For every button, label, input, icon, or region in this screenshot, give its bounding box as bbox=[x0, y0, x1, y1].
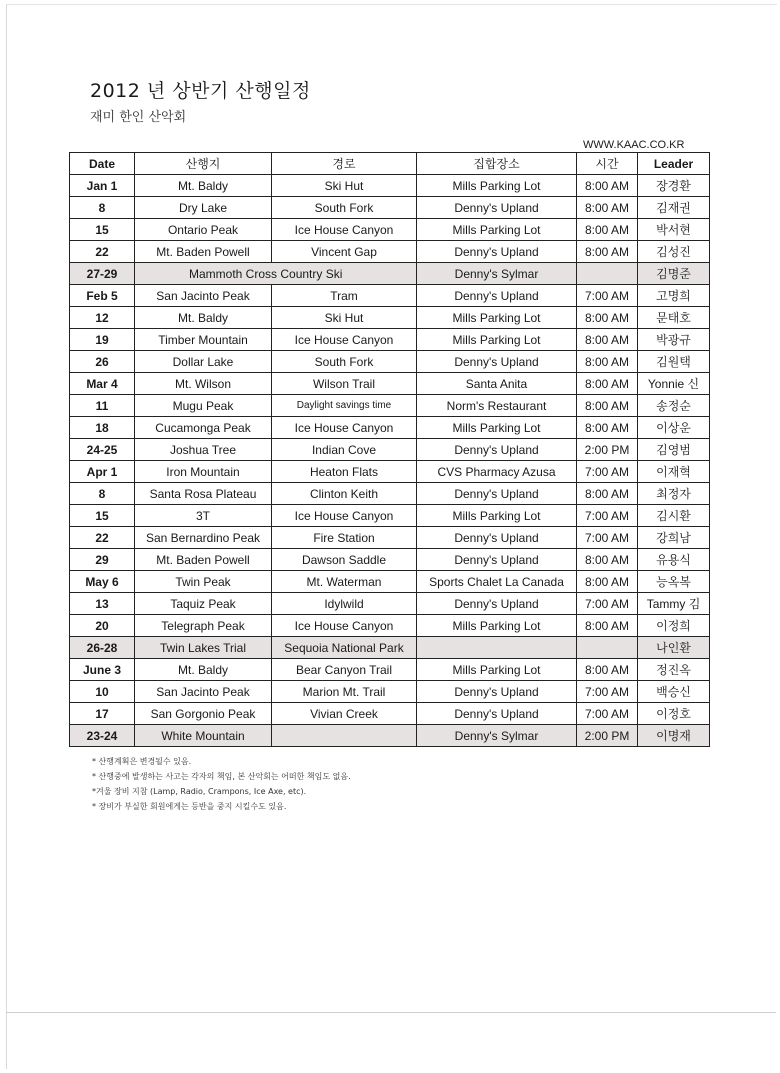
table-row bbox=[70, 637, 710, 659]
destination-cell: San Jacinto Peak bbox=[135, 681, 272, 703]
table-row bbox=[70, 351, 710, 373]
table-row bbox=[70, 373, 710, 395]
date-cell: 8 bbox=[70, 483, 135, 505]
route-cell: Ski Hut bbox=[272, 307, 417, 329]
destination-cell: White Mountain bbox=[135, 725, 272, 747]
table-row bbox=[70, 329, 710, 351]
route-cell: Ice House Canyon bbox=[272, 615, 417, 637]
route-cell: Ice House Canyon bbox=[272, 505, 417, 527]
route-cell: Marion Mt. Trail bbox=[272, 681, 417, 703]
date-cell: 8 bbox=[70, 197, 135, 219]
leader-cell: 이정호 bbox=[638, 703, 710, 725]
destination-cell: Joshua Tree bbox=[135, 439, 272, 461]
table-row bbox=[70, 175, 710, 197]
route-cell: Ice House Canyon bbox=[272, 329, 417, 351]
table-row bbox=[70, 505, 710, 527]
table-row bbox=[70, 571, 710, 593]
time-cell: 7:00 AM bbox=[577, 593, 638, 615]
table-row bbox=[70, 703, 710, 725]
destination-cell: Mt. Wilson bbox=[135, 373, 272, 395]
time-cell: 8:00 AM bbox=[577, 307, 638, 329]
route-cell: Wilson Trail bbox=[272, 373, 417, 395]
meeting-place-cell: Norm's Restaurant bbox=[417, 395, 577, 417]
time-cell: 8:00 AM bbox=[577, 241, 638, 263]
note: * 산행중에 발생하는 사고는 각자의 책임, 본 산악회는 어떠한 책임도 없음. bbox=[92, 772, 351, 781]
date-cell: 26 bbox=[70, 351, 135, 373]
table-row bbox=[70, 417, 710, 439]
route-cell: Sequoia National Park bbox=[272, 637, 417, 659]
date-cell: 17 bbox=[70, 703, 135, 725]
route-cell: Dawson Saddle bbox=[272, 549, 417, 571]
time-cell: 8:00 AM bbox=[577, 373, 638, 395]
meeting-place-cell: Denny's Sylmar bbox=[417, 263, 577, 285]
date-cell: 24-25 bbox=[70, 439, 135, 461]
destination-cell: Dollar Lake bbox=[135, 351, 272, 373]
leader-cell: 김재권 bbox=[638, 197, 710, 219]
meeting-place-cell bbox=[417, 637, 577, 659]
date-cell: 19 bbox=[70, 329, 135, 351]
meeting-place-cell: Mills Parking Lot bbox=[417, 175, 577, 197]
time-cell bbox=[577, 637, 638, 659]
time-cell: 8:00 AM bbox=[577, 549, 638, 571]
meeting-place-cell: Mills Parking Lot bbox=[417, 615, 577, 637]
time-cell: 8:00 AM bbox=[577, 483, 638, 505]
destination-cell: San Jacinto Peak bbox=[135, 285, 272, 307]
table-row bbox=[70, 593, 710, 615]
route-cell: Ice House Canyon bbox=[272, 219, 417, 241]
time-cell: 8:00 AM bbox=[577, 571, 638, 593]
route-cell: Daylight savings time bbox=[272, 395, 417, 417]
meeting-place-cell: Mills Parking Lot bbox=[417, 219, 577, 241]
meeting-place-cell: Mills Parking Lot bbox=[417, 329, 577, 351]
leader-cell: 김명준 bbox=[638, 263, 710, 285]
leader-cell: 박광규 bbox=[638, 329, 710, 351]
time-cell: 7:00 AM bbox=[577, 461, 638, 483]
date-cell: 26-28 bbox=[70, 637, 135, 659]
leader-cell: 이명재 bbox=[638, 725, 710, 747]
meeting-place-cell: Mills Parking Lot bbox=[417, 505, 577, 527]
meeting-place-cell: Mills Parking Lot bbox=[417, 417, 577, 439]
leader-cell: 백승신 bbox=[638, 681, 710, 703]
page-title: 2012 년 상반기 산행일정 bbox=[90, 80, 311, 102]
time-cell: 8:00 AM bbox=[577, 351, 638, 373]
date-cell: 18 bbox=[70, 417, 135, 439]
leader-cell: 송정순 bbox=[638, 395, 710, 417]
destination-cell: Mt. Baldy bbox=[135, 659, 272, 681]
leader-cell: Tammy 김 bbox=[638, 593, 710, 615]
meeting-place-cell: CVS Pharmacy Azusa bbox=[417, 461, 577, 483]
destination-cell: Mt. Baldy bbox=[135, 175, 272, 197]
destination-cell: San Gorgonio Peak bbox=[135, 703, 272, 725]
leader-cell: 문태호 bbox=[638, 307, 710, 329]
schedule-table bbox=[69, 152, 710, 747]
meeting-place-cell: Denny's Upland bbox=[417, 549, 577, 571]
time-cell: 8:00 AM bbox=[577, 197, 638, 219]
destination-cell: Mt. Baden Powell bbox=[135, 549, 272, 571]
destination-cell: San Bernardino Peak bbox=[135, 527, 272, 549]
time-cell: 8:00 AM bbox=[577, 417, 638, 439]
table-row bbox=[70, 615, 710, 637]
header-route: 경로 bbox=[272, 153, 417, 175]
route-cell: Ski Hut bbox=[272, 175, 417, 197]
time-cell: 8:00 AM bbox=[577, 395, 638, 417]
destination-cell: Mammoth Cross Country Ski bbox=[135, 263, 417, 285]
meeting-place-cell: Santa Anita bbox=[417, 373, 577, 395]
leader-cell: Yonnie 신 bbox=[638, 373, 710, 395]
time-cell: 2:00 PM bbox=[577, 725, 638, 747]
destination-cell: Taquiz Peak bbox=[135, 593, 272, 615]
destination-cell: Dry Lake bbox=[135, 197, 272, 219]
header-date: Date bbox=[70, 153, 135, 175]
leader-cell: 최정자 bbox=[638, 483, 710, 505]
leader-cell: 김성진 bbox=[638, 241, 710, 263]
meeting-place-cell: Sports Chalet La Canada bbox=[417, 571, 577, 593]
page-bottom-rule bbox=[6, 1012, 776, 1013]
leader-cell: 김영범 bbox=[638, 439, 710, 461]
destination-cell: Mt. Baden Powell bbox=[135, 241, 272, 263]
route-cell: Clinton Keith bbox=[272, 483, 417, 505]
route-cell: Idylwild bbox=[272, 593, 417, 615]
meeting-place-cell: Denny's Upland bbox=[417, 241, 577, 263]
leader-cell: 고명희 bbox=[638, 285, 710, 307]
date-cell: 12 bbox=[70, 307, 135, 329]
table-row bbox=[70, 461, 710, 483]
note: * 장비가 부실한 회원에게는 등반을 중지 시킬수도 있음. bbox=[92, 802, 287, 811]
route-cell: Ice House Canyon bbox=[272, 417, 417, 439]
table-row bbox=[70, 725, 710, 747]
table-row bbox=[70, 241, 710, 263]
destination-cell: Mt. Baldy bbox=[135, 307, 272, 329]
destination-cell: Twin Peak bbox=[135, 571, 272, 593]
time-cell bbox=[577, 263, 638, 285]
date-cell: 15 bbox=[70, 219, 135, 241]
date-cell: 13 bbox=[70, 593, 135, 615]
date-cell: 10 bbox=[70, 681, 135, 703]
route-cell: South Fork bbox=[272, 351, 417, 373]
destination-cell: Mugu Peak bbox=[135, 395, 272, 417]
meeting-place-cell: Denny's Upland bbox=[417, 703, 577, 725]
leader-cell: 김원택 bbox=[638, 351, 710, 373]
table-row bbox=[70, 285, 710, 307]
destination-cell: 3T bbox=[135, 505, 272, 527]
time-cell: 2:00 PM bbox=[577, 439, 638, 461]
date-cell: Apr 1 bbox=[70, 461, 135, 483]
leader-cell: 박서현 bbox=[638, 219, 710, 241]
website-url: WWW.KAAC.CO.KR bbox=[583, 139, 685, 151]
table-row bbox=[70, 439, 710, 461]
leader-cell: 이재혁 bbox=[638, 461, 710, 483]
leader-cell: 이상운 bbox=[638, 417, 710, 439]
leader-cell: 김시환 bbox=[638, 505, 710, 527]
date-cell: 22 bbox=[70, 527, 135, 549]
meeting-place-cell: Denny's Sylmar bbox=[417, 725, 577, 747]
route-cell: Vivian Creek bbox=[272, 703, 417, 725]
destination-cell: Twin Lakes Trial bbox=[135, 637, 272, 659]
header-destination: 산행지 bbox=[135, 153, 272, 175]
note: * 산행계획은 변경될수 있음. bbox=[92, 757, 192, 766]
meeting-place-cell: Mills Parking Lot bbox=[417, 659, 577, 681]
table-row bbox=[70, 219, 710, 241]
table-row bbox=[70, 659, 710, 681]
route-cell: Fire Station bbox=[272, 527, 417, 549]
destination-cell: Iron Mountain bbox=[135, 461, 272, 483]
date-cell: May 6 bbox=[70, 571, 135, 593]
meeting-place-cell: Denny's Upland bbox=[417, 439, 577, 461]
route-cell: Vincent Gap bbox=[272, 241, 417, 263]
meeting-place-cell: Denny's Upland bbox=[417, 483, 577, 505]
date-cell: 11 bbox=[70, 395, 135, 417]
leader-cell: 이정희 bbox=[638, 615, 710, 637]
club-name: 재미 한인 산악회 bbox=[90, 110, 187, 125]
table-row bbox=[70, 307, 710, 329]
leader-cell: 유용식 bbox=[638, 549, 710, 571]
footnotes bbox=[92, 754, 351, 814]
meeting-place-cell: Denny's Upland bbox=[417, 197, 577, 219]
route-cell: Tram bbox=[272, 285, 417, 307]
table-row bbox=[70, 681, 710, 703]
meeting-place-cell: Denny's Upland bbox=[417, 351, 577, 373]
date-cell: 29 bbox=[70, 549, 135, 571]
header-time: 시간 bbox=[577, 153, 638, 175]
header-meeting-place: 집합장소 bbox=[417, 153, 577, 175]
leader-cell: 장경환 bbox=[638, 175, 710, 197]
header-row bbox=[70, 153, 710, 175]
date-cell: June 3 bbox=[70, 659, 135, 681]
time-cell: 8:00 AM bbox=[577, 329, 638, 351]
date-cell: 15 bbox=[70, 505, 135, 527]
table-row bbox=[70, 197, 710, 219]
meeting-place-cell: Mills Parking Lot bbox=[417, 307, 577, 329]
leader-cell: 정진옥 bbox=[638, 659, 710, 681]
time-cell: 8:00 AM bbox=[577, 615, 638, 637]
date-cell: Feb 5 bbox=[70, 285, 135, 307]
destination-cell: Cucamonga Peak bbox=[135, 417, 272, 439]
meeting-place-cell: Denny's Upland bbox=[417, 285, 577, 307]
header-leader: Leader bbox=[638, 153, 710, 175]
table-row bbox=[70, 263, 710, 285]
date-cell: 22 bbox=[70, 241, 135, 263]
meeting-place-cell: Denny's Upland bbox=[417, 593, 577, 615]
route-cell: Indian Cove bbox=[272, 439, 417, 461]
date-cell: Mar 4 bbox=[70, 373, 135, 395]
date-cell: 23-24 bbox=[70, 725, 135, 747]
table-row bbox=[70, 483, 710, 505]
route-cell: South Fork bbox=[272, 197, 417, 219]
date-cell: 20 bbox=[70, 615, 135, 637]
route-cell: Bear Canyon Trail bbox=[272, 659, 417, 681]
date-cell: Jan 1 bbox=[70, 175, 135, 197]
table-row bbox=[70, 527, 710, 549]
destination-cell: Santa Rosa Plateau bbox=[135, 483, 272, 505]
table-row bbox=[70, 549, 710, 571]
time-cell: 7:00 AM bbox=[577, 703, 638, 725]
route-cell bbox=[272, 725, 417, 747]
leader-cell: 능옥복 bbox=[638, 571, 710, 593]
route-cell: Mt. Waterman bbox=[272, 571, 417, 593]
table-row bbox=[70, 395, 710, 417]
leader-cell: 나인환 bbox=[638, 637, 710, 659]
leader-cell: 강희남 bbox=[638, 527, 710, 549]
destination-cell: Telegraph Peak bbox=[135, 615, 272, 637]
time-cell: 7:00 AM bbox=[577, 285, 638, 307]
meeting-place-cell: Denny's Upland bbox=[417, 681, 577, 703]
time-cell: 7:00 AM bbox=[577, 681, 638, 703]
date-cell: 27-29 bbox=[70, 263, 135, 285]
destination-cell: Ontario Peak bbox=[135, 219, 272, 241]
time-cell: 8:00 AM bbox=[577, 659, 638, 681]
time-cell: 7:00 AM bbox=[577, 505, 638, 527]
destination-cell: Timber Mountain bbox=[135, 329, 272, 351]
meeting-place-cell: Denny's Upland bbox=[417, 527, 577, 549]
time-cell: 7:00 AM bbox=[577, 527, 638, 549]
time-cell: 8:00 AM bbox=[577, 219, 638, 241]
route-cell: Heaton Flats bbox=[272, 461, 417, 483]
note: *겨울 장비 지참 (Lamp, Radio, Crampons, Ice Axe, etc). bbox=[92, 787, 307, 796]
time-cell: 8:00 AM bbox=[577, 175, 638, 197]
